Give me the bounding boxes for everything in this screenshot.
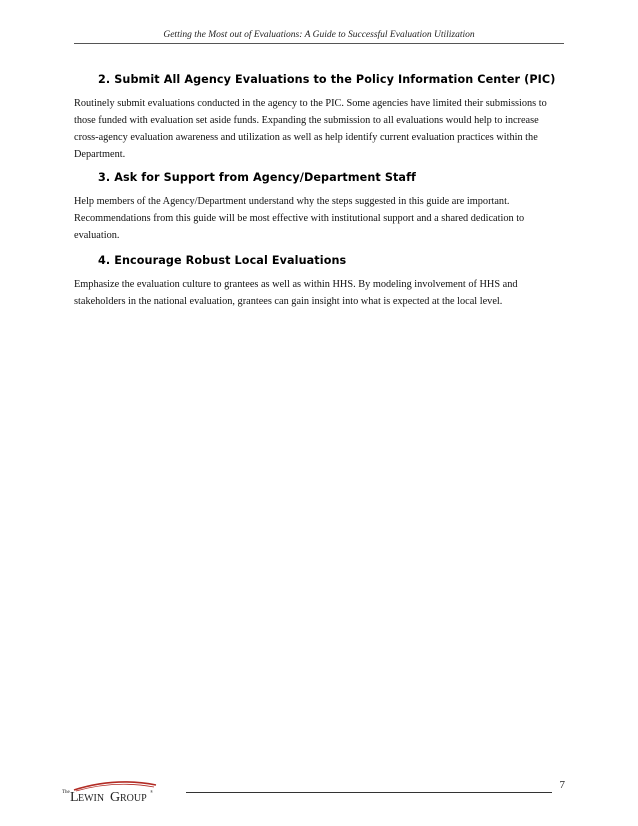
section-body: Routinely submit evaluations conducted in the agency to the PIC. Some agencies have limited their submissions to those funded with evaluation set aside funds. Expanding the submission to all evaluations would help to increase cross-agency evaluation awareness and utilization as well as help identify current evaluation practices within the Department. bbox=[74, 98, 547, 160]
svg-text:®: ® bbox=[150, 789, 154, 794]
section-body: Emphasize the evaluation culture to grantees as well as within HHS. By modeling involvement of HHS and stakeholders in the national evaluation, grantees can gain insight into what is expected at the local level. bbox=[74, 279, 518, 307]
section-local-evaluations bbox=[74, 254, 564, 310]
svg-text:L: L bbox=[70, 790, 79, 805]
svg-text:ROUP: ROUP bbox=[120, 793, 147, 804]
footer-rule bbox=[186, 792, 552, 793]
section-ask-support bbox=[74, 171, 564, 244]
svg-text:EWIN: EWIN bbox=[78, 793, 105, 804]
section-heading: 3. Ask for Support from Agency/Department Staff bbox=[98, 171, 417, 184]
section-heading: 4. Encourage Robust Local Evaluations bbox=[98, 254, 347, 267]
lewin-group-logo bbox=[60, 779, 190, 805]
section-heading: 2. Submit All Agency Evaluations to the Policy Information Center (PIC) bbox=[98, 73, 556, 86]
svg-text:The: The bbox=[62, 790, 70, 795]
svg-text:G: G bbox=[110, 790, 121, 805]
running-header: Getting the Most out of Evaluations: A Guide to Successful Evaluation Utilization bbox=[163, 30, 475, 40]
header-rule bbox=[74, 43, 564, 44]
section-submit-evaluations bbox=[74, 73, 564, 163]
section-body: Help members of the Agency/Department understand why the steps suggested in this guide are important. Recommendations from this guide will be most effective with institutional support and a shared dedication to evaluation. bbox=[74, 196, 525, 241]
page-number: 7 bbox=[559, 779, 565, 791]
